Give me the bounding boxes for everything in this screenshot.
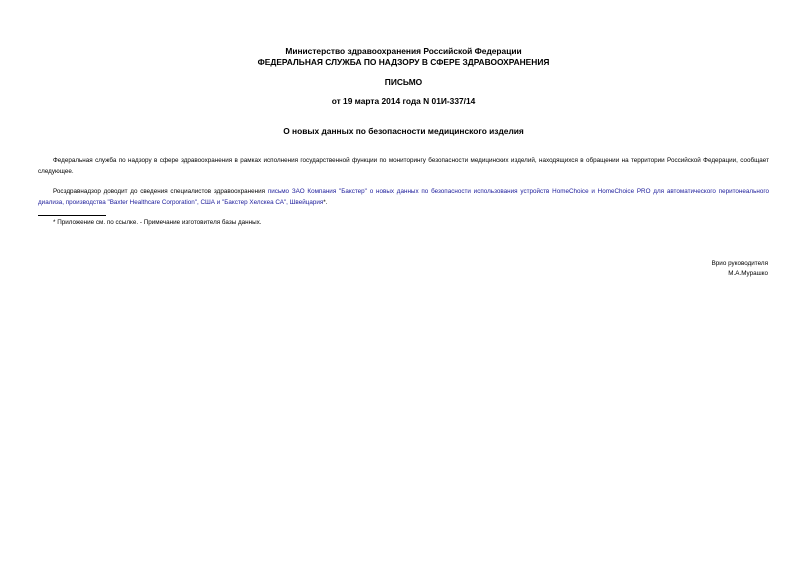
document-type: ПИСЬМО xyxy=(384,77,423,87)
paragraph-2 xyxy=(38,186,769,208)
service-heading: ФЕДЕРАЛЬНАЯ СЛУЖБА ПО НАДЗОРУ В СФЕРЕ ЗДРАВООХРАНЕНИЯ xyxy=(257,57,550,67)
paragraph-2-prefix: Росздравнадзор доводит до сведения специалистов здравоохранения xyxy=(53,188,268,195)
signature-position: Врио руководителя xyxy=(711,260,768,267)
baxter-letter-link[interactable]: письмо ЗАО Компания "Бакстер" о новых данных по безопасности использования устройств HomeChoice и HomeChoice PRO для автоматического перитонеального диализа, производства "Baxter Healthcare Corporation", США и "Бакстер Хелскеа СА", Швейцария xyxy=(38,188,769,206)
signature-name: М.А.Мурашко xyxy=(728,270,768,277)
ministry-heading: Министерство здравоохранения Российской Федерации xyxy=(285,46,522,56)
paragraph-1 xyxy=(38,155,769,177)
document-date-number: от 19 марта 2014 года N 01И-337/14 xyxy=(331,96,476,106)
footnote-text: * Приложение см. по ссылке. - Примечание изготовителя базы данных. xyxy=(53,219,262,226)
document-subject: О новых данных по безопасности медицинского изделия xyxy=(283,126,524,136)
paragraph-1-text: Федеральная служба по надзору в сфере здравоохранения в рамках исполнения государственной функции по мониторингу безопасности медицинских изделий, находящихся в обращении на территории Российской Федерации, сообщает следующее. xyxy=(38,157,769,175)
paragraph-2-suffix: *. xyxy=(323,199,328,206)
footnote-divider xyxy=(38,215,106,216)
